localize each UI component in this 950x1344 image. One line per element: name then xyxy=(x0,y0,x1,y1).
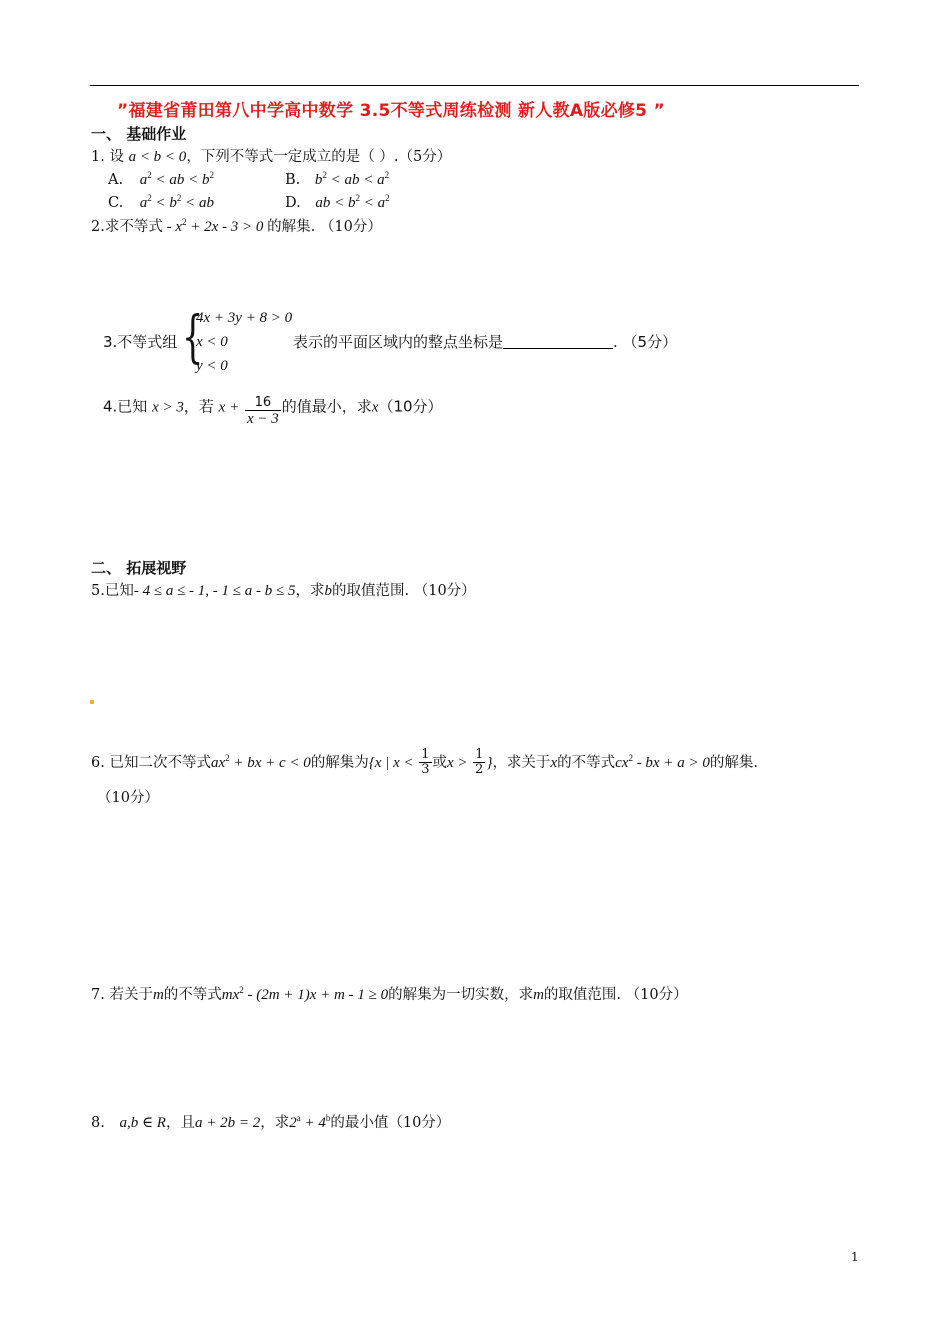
q7-tail: 的取值范围. （10分） xyxy=(543,987,688,1003)
top-rule xyxy=(90,85,859,86)
q8-expression: $2^a + 4^b$ xyxy=(289,1113,331,1131)
q6-f1-den: 3 xyxy=(421,762,430,778)
q4-mid: ，若 xyxy=(183,397,214,416)
q6-text-3: 的不等式 xyxy=(557,754,616,771)
q1-option-a: A. $a^2$ < ab < $b^2$ xyxy=(108,170,214,188)
q1-option-b: B. $b^2$ < ab < $a^2$ xyxy=(285,170,390,188)
question-4 xyxy=(103,396,443,428)
q7-variable-2: m xyxy=(533,987,544,1003)
q8-mid-2: ，求 xyxy=(260,1115,290,1131)
q3-line-2: x < 0 xyxy=(196,334,228,350)
q2-tail: 的解集. （10分） xyxy=(267,219,382,235)
q3-line-1: 4x + 3y + 8 > 0 xyxy=(196,310,293,326)
q6-x-gt: x > xyxy=(447,754,468,771)
q6-fraction-1 xyxy=(419,748,431,778)
q6-fraction-2 xyxy=(473,748,485,778)
q6-prefix: 6. 已知二次不等式 xyxy=(91,754,211,771)
q4-score: （10分） xyxy=(378,397,443,416)
q6-set-close: } xyxy=(486,754,493,771)
q5-variable: b xyxy=(324,583,333,599)
question-7 xyxy=(91,985,688,1004)
q8-tail: 的最小值（10分） xyxy=(330,1115,451,1131)
q3-body xyxy=(293,333,677,351)
q5-condition: - 4 ≤ a ≤ - 1, - 1 ≤ a - b ≤ 5 xyxy=(133,583,296,599)
q6-f2-den: 2 xyxy=(475,762,484,778)
question-1 xyxy=(91,148,451,166)
q6-or: 或 xyxy=(432,754,448,771)
q8-prefix: 8. xyxy=(91,1115,105,1131)
q4-condition: x > 3 xyxy=(152,399,184,416)
q3-text: 表示的平面区域内的整点坐标是 xyxy=(293,333,504,351)
q1-tail: ，下列不等式一定成立的是（ ）.（5分） xyxy=(186,149,452,165)
question-2 xyxy=(91,217,382,236)
section-heading-extend: 二、 拓展视野 xyxy=(91,559,187,577)
q7-mid: 的不等式 xyxy=(163,987,222,1003)
q6-inequality-2: $cx^2$ - bx + a > 0 xyxy=(615,752,710,771)
q2-prefix: 2.求不等式 xyxy=(91,219,163,235)
q6-score: （10分） xyxy=(97,790,159,806)
q6-text-2: ，求关于 xyxy=(492,754,551,771)
q1-condition: a < b < 0 xyxy=(128,149,187,165)
question-5 xyxy=(91,582,476,600)
q6-set-open: {x | x < xyxy=(368,754,414,771)
q3-line-3: y < 0 xyxy=(196,358,228,374)
q8-mid: ，且 xyxy=(165,1115,195,1131)
q6-f1-num: 1 xyxy=(421,747,430,762)
q5-tail: 的取值范围. （10分） xyxy=(332,583,476,599)
question-6 xyxy=(91,748,758,778)
stray-mark xyxy=(90,700,94,704)
q6-text-4: 的解集. xyxy=(709,754,758,771)
option-d-label: D. xyxy=(285,195,301,211)
q8-equation: a + 2b = 2 xyxy=(194,1115,261,1131)
q3-answer-blank xyxy=(503,334,613,349)
q5-prefix: 5.已知 xyxy=(91,583,134,599)
question-8 xyxy=(91,1113,450,1132)
q4-x-plus: x + xyxy=(218,399,240,416)
q4-numerator: 16 xyxy=(245,396,281,411)
q6-variable: x xyxy=(550,754,558,771)
q2-inequality: - $x^2 + 2x - 3 > 0$ xyxy=(162,217,268,235)
q4-fraction xyxy=(245,396,281,428)
q7-text: 的解集为一切实数，求 xyxy=(388,987,534,1003)
q3-prefix: 3.不等式组 xyxy=(103,333,178,351)
q7-prefix: 7. 若关于 xyxy=(91,987,153,1003)
q6-text-1: 的解集为 xyxy=(310,754,369,771)
q3-score: . （5分） xyxy=(613,333,678,351)
option-b-label: B. xyxy=(285,172,301,188)
q4-denominator: x − 3 xyxy=(246,411,279,428)
section-heading-basic: 一、 基础作业 xyxy=(91,125,187,143)
option-c-label: C. xyxy=(108,195,124,211)
q1-option-c: C. $a^2 < b^2$ < ab xyxy=(108,193,215,211)
q1-option-d: D. ab < $b^2 < a^2$ xyxy=(285,193,390,211)
q3-brace: { xyxy=(182,305,204,370)
q5-text: ，求 xyxy=(295,583,325,599)
page-number: 1 xyxy=(851,1250,859,1264)
q4-prefix: 4.已知 xyxy=(103,397,148,416)
q8-condition: a,b ∈ R xyxy=(119,1115,166,1131)
q6-inequality: $ax^2$ + bx + c < 0 xyxy=(210,752,311,771)
option-a-label: A. xyxy=(108,172,124,188)
q7-inequality: $mx^2 - (2m + 1)x + m - 1 \ge 0$ xyxy=(221,985,389,1003)
q6-f2-num: 1 xyxy=(475,747,484,762)
q4-variable: x xyxy=(371,399,379,416)
q4-text: 的值最小，求 xyxy=(281,397,372,416)
document-title: ”福建省莆田第八中学高中数学 3.5不等式周练检测 新人教A版必修5 ” xyxy=(117,101,666,121)
q1-prefix: 1. 设 xyxy=(91,149,124,165)
q7-variable: m xyxy=(152,987,164,1003)
